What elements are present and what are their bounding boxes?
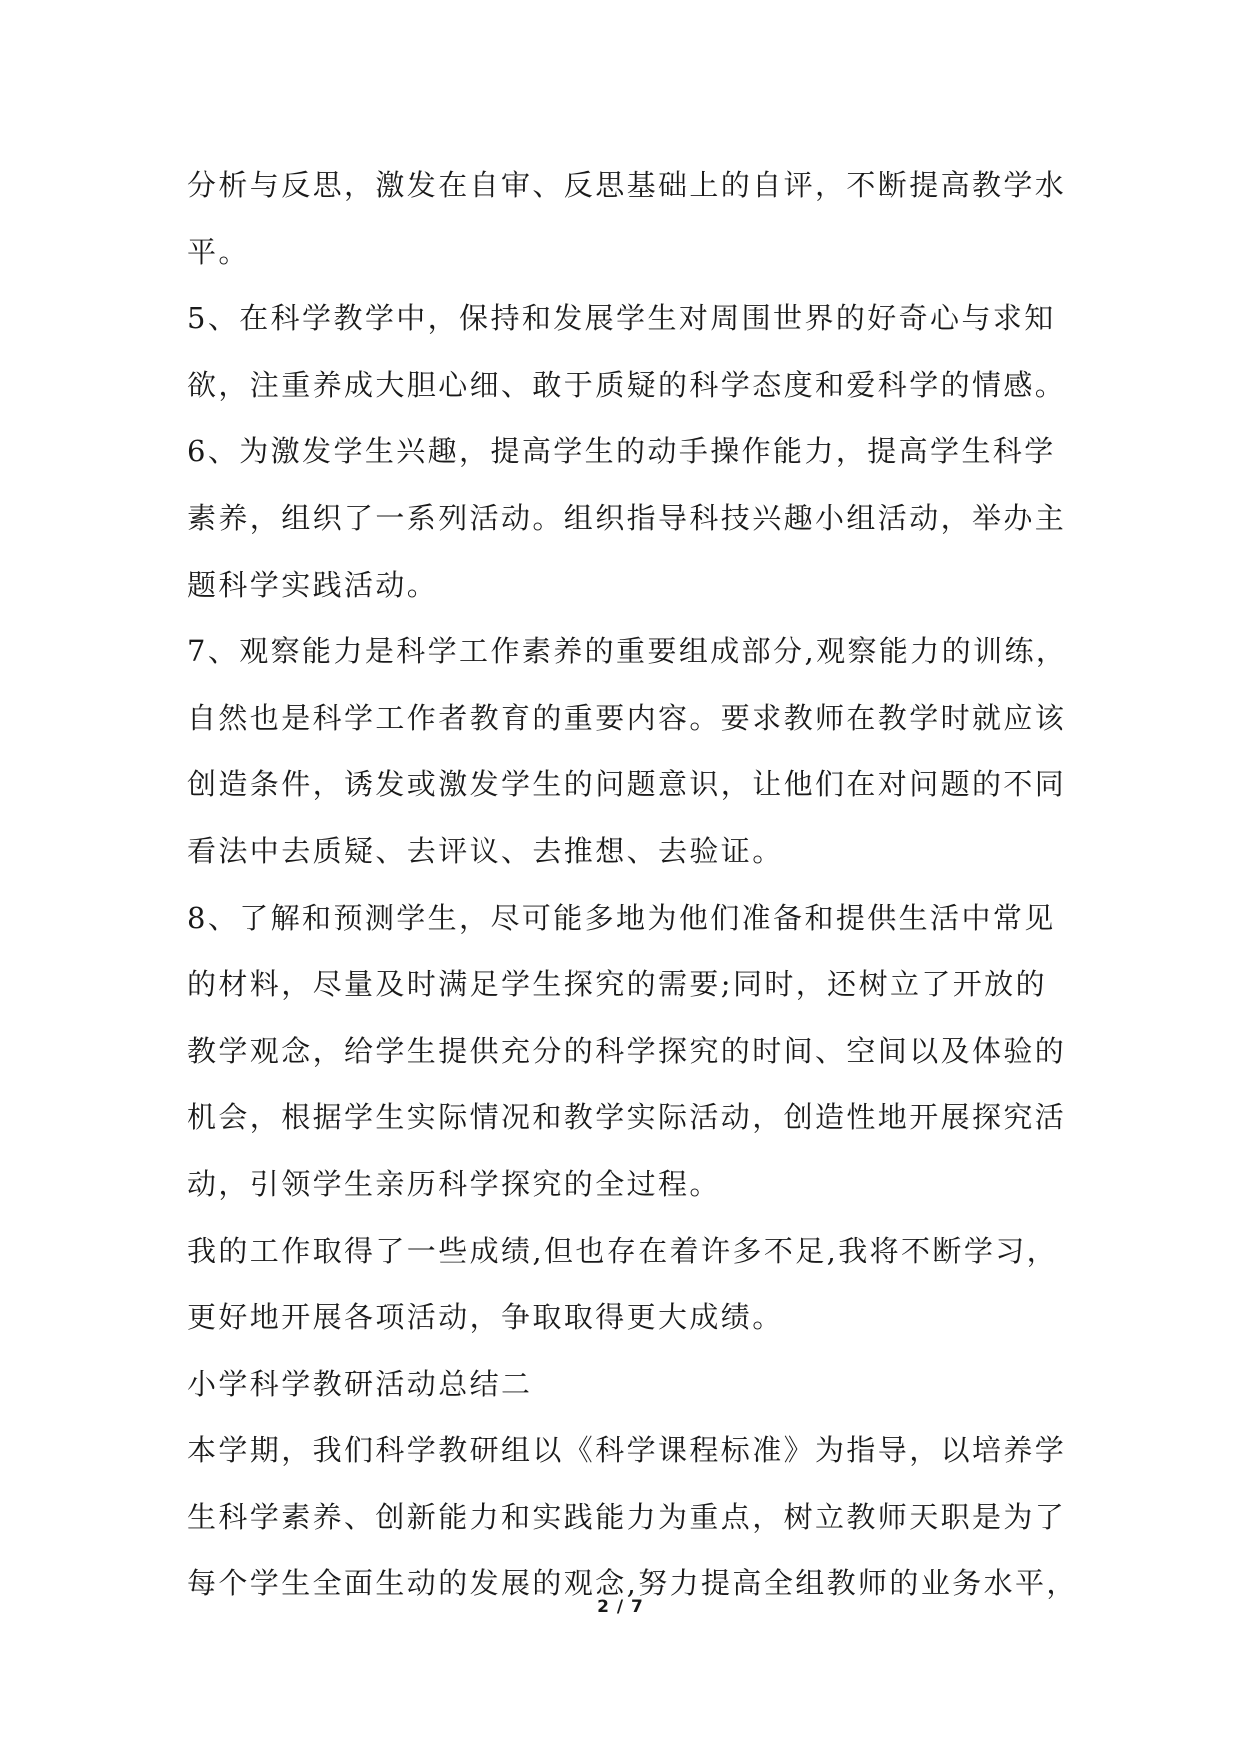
paragraph (187, 885, 1067, 1218)
text-line: 动，引领学生亲历科学探究的全过程。 (187, 1166, 721, 1201)
text-line: 欲，注重养成大胆心细、敢于质疑的科学态度和爱科学的情感。 (187, 367, 1067, 402)
paragraph (187, 1218, 1067, 1351)
text-line: 7、观察能力是科学工作素养的重要组成部分,观察能力的训练， (187, 634, 1068, 669)
text-line: 6、为激发学生兴趣，提高学生的动手操作能力，提高学生科学 (187, 434, 1056, 469)
text-line: 自然也是科学工作者教育的重要内容。要求教师在教学时就应该 (187, 700, 1067, 735)
text-line: 素养，组织了一系列活动。组织指导科技兴趣小组活动，举办主 (187, 500, 1067, 535)
text-line: 本学期，我们科学教研组以《科学课程标准》为指导，以培养学 (187, 1433, 1067, 1468)
paragraph (187, 285, 1067, 418)
text-line: 我的工作取得了一些成绩,但也存在着许多不足,我将不断学习， (187, 1233, 1059, 1268)
text-line: 创造条件，诱发或激发学生的问题意识，让他们在对问题的不同 (187, 767, 1067, 802)
text-line: 教学观念，给学生提供充分的科学探究的时间、空间以及体验的 (187, 1033, 1067, 1068)
text-line: 每个学生全面生动的发展的观念,努力提高全组教师的业务水平， (187, 1566, 1078, 1601)
text-line: 8、了解和预测学生，尽可能多地为他们准备和提供生活中常见 (187, 900, 1056, 935)
text-line: 分析与反思，激发在自审、反思基础上的自评，不断提高教学水 (187, 168, 1067, 202)
section-heading (187, 1351, 1067, 1418)
paragraph (187, 1417, 1078, 1617)
paragraph (187, 618, 1067, 884)
text-line: 的材料，尽量及时满足学生探究的需要;同时，还树立了开放的 (187, 967, 1047, 1002)
text-line: 生科学素养、创新能力和实践能力为重点，树立教师天职是为了 (187, 1499, 1067, 1534)
heading-text: 小学科学教研活动总结二 (187, 1366, 533, 1401)
text-line: 机会，根据学生实际情况和教学实际活动，创造性地开展探究活 (187, 1100, 1067, 1135)
paragraph (187, 418, 1067, 618)
text-line: 题科学实践活动。 (187, 567, 439, 602)
text-line: 5、在科学教学中，保持和发展学生对周围世界的好奇心与求知 (187, 301, 1056, 336)
text-line: 看法中去质疑、去评议、去推想、去验证。 (187, 833, 784, 868)
text-line: 平。 (187, 234, 250, 269)
text-line: 更好地开展各项活动，争取取得更大成绩。 (187, 1300, 784, 1335)
document-body (187, 152, 1078, 1617)
paragraph (187, 152, 1067, 285)
page-number: 2 / 7 (597, 1597, 644, 1617)
